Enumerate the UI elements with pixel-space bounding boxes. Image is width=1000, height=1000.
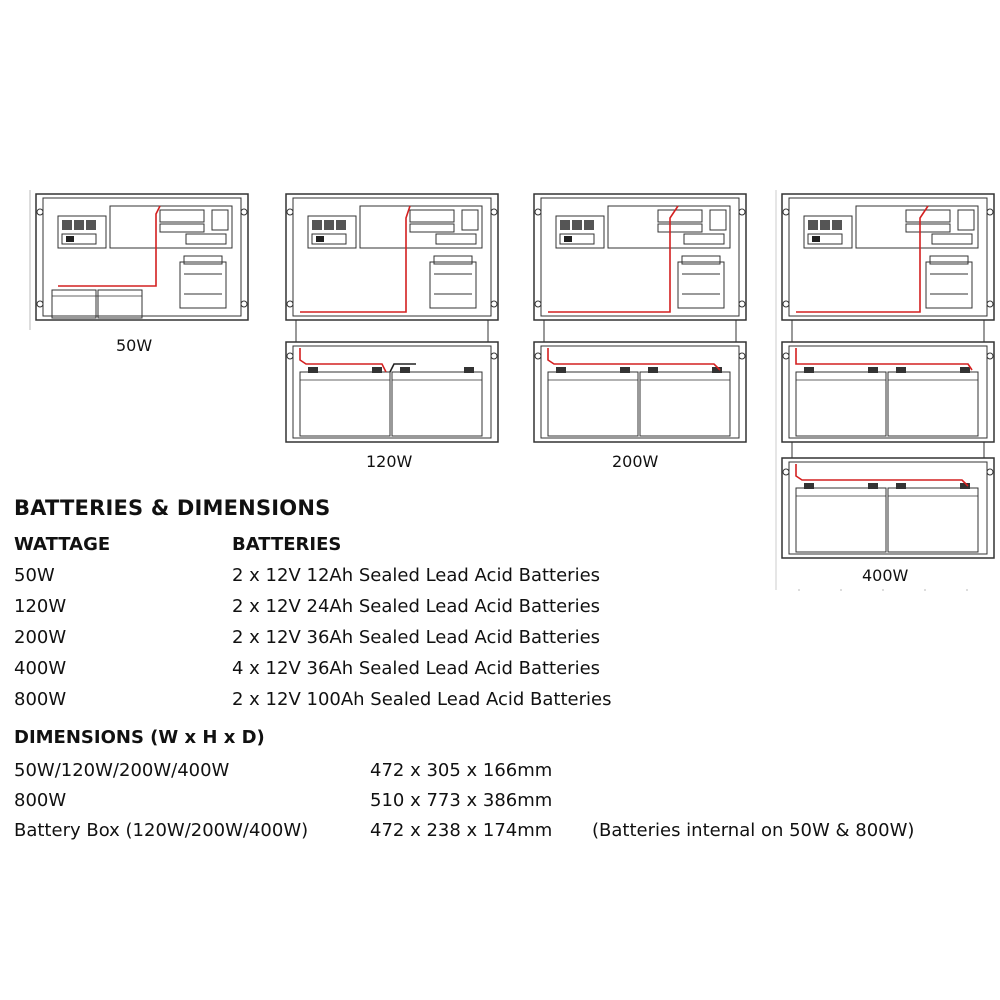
col-wattage-heading: WATTAGE	[14, 534, 111, 555]
batteries-cell: 2 x 12V 100Ah Sealed Lead Acid Batteries	[232, 689, 612, 710]
batteries-cell: 2 x 12V 12Ah Sealed Lead Acid Batteries	[232, 565, 601, 586]
batteries-cell: 4 x 12V 36Ah Sealed Lead Acid Batteries	[232, 658, 601, 679]
batteries-cell: 2 x 12V 24Ah Sealed Lead Acid Batteries	[232, 596, 601, 617]
dimensions-note: (Batteries internal on 50W & 800W)	[592, 820, 915, 841]
diagram-label-50w: 50W	[116, 336, 153, 355]
battery-box-120w	[286, 342, 498, 442]
dimensions-model-cell: Battery Box (120W/200W/400W)	[14, 820, 309, 841]
wattage-cell: 800W	[14, 689, 67, 710]
battery-box-400w-upper	[782, 342, 994, 442]
wattage-cell: 50W	[14, 565, 55, 586]
dimensions-model-cell: 800W	[14, 790, 67, 811]
wattage-cell: 120W	[14, 596, 67, 617]
dimensions-model-cell: 50W/120W/200W/400W	[14, 760, 230, 781]
col-batteries-heading: BATTERIES	[232, 534, 342, 555]
dimensions-heading: DIMENSIONS (W x H x D)	[14, 727, 265, 748]
dimensions-size-cell: 510 x 773 x 386mm	[370, 790, 553, 811]
diagram-label-400w: 400W	[862, 566, 909, 585]
section-heading: BATTERIES & DIMENSIONS	[14, 496, 331, 520]
unit-120w-diagram	[286, 194, 498, 320]
wattage-cell: 200W	[14, 627, 67, 648]
battery-box-200w	[534, 342, 746, 442]
dimensions-size-cell: 472 x 238 x 174mm	[370, 820, 553, 841]
unit-400w-diagram	[782, 194, 994, 320]
unit-50w-diagram	[36, 194, 248, 320]
batteries-cell: 2 x 12V 36Ah Sealed Lead Acid Batteries	[232, 627, 601, 648]
unit-200w-diagram	[534, 194, 746, 320]
battery-box-400w-lower	[782, 458, 994, 558]
dimensions-size-cell: 472 x 305 x 166mm	[370, 760, 553, 781]
wattage-cell: 400W	[14, 658, 67, 679]
diagram-label-120w: 120W	[366, 452, 413, 471]
diagram-label-200w: 200W	[612, 452, 659, 471]
